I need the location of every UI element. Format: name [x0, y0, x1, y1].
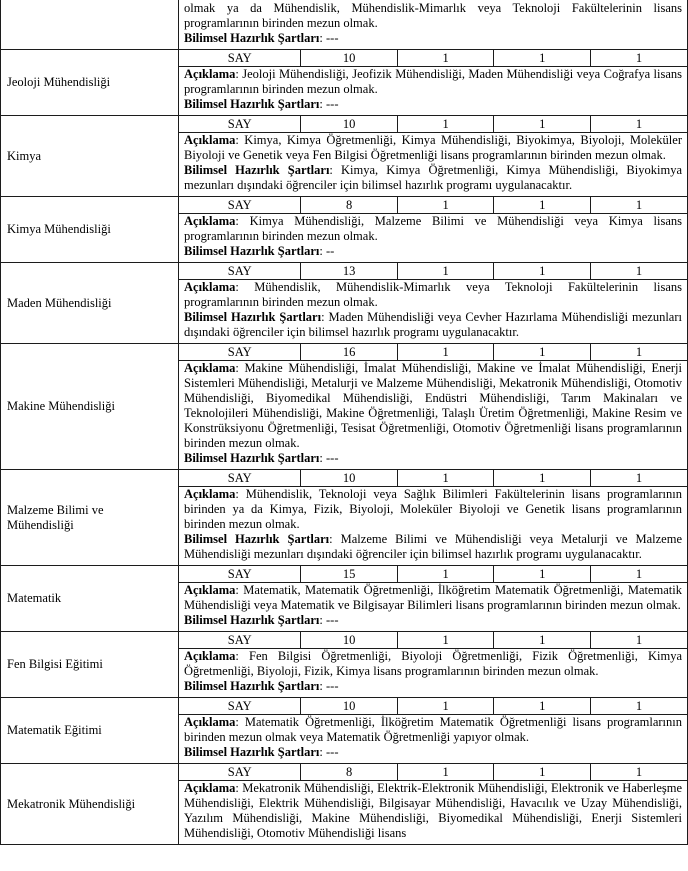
quota-value: 10	[301, 632, 398, 649]
say-label: SAY	[179, 632, 301, 649]
aciklama-paragraph	[179, 214, 687, 244]
bilimsel-paragraph	[179, 163, 687, 196]
bilimsel-text: : ---	[319, 679, 339, 693]
program-name: Mekatronik Mühendisliği	[1, 764, 179, 845]
aciklama-paragraph	[179, 583, 687, 613]
say-row	[179, 50, 687, 67]
aciklama-paragraph	[179, 67, 687, 97]
say-row	[179, 764, 687, 781]
say-row	[179, 470, 687, 487]
table-row	[1, 566, 688, 632]
say-header-table	[179, 263, 687, 280]
say-row	[179, 632, 687, 649]
table-row	[1, 632, 688, 698]
say-col-2: 1	[494, 116, 591, 133]
aciklama-label: Açıklama	[184, 214, 236, 228]
aciklama-text: : Mühendislik, Mühendislik-Mimarlık veya Teknoloji Fakültelerinin lisans programlarının birinden mezun olmak.	[184, 280, 682, 309]
bilimsel-text: : ---	[319, 613, 339, 627]
aciklama-label: Açıklama	[184, 781, 236, 795]
aciklama-label: Açıklama	[184, 67, 236, 81]
say-col-3: 1	[590, 470, 687, 487]
say-label: SAY	[179, 263, 301, 280]
say-col-2: 1	[494, 470, 591, 487]
bilimsel-paragraph	[179, 310, 687, 343]
say-header-table	[179, 116, 687, 133]
aciklama-text: : Makine Mühendisliği, İmalat Mühendisliği, Makine ve İmalat Mühendisliği, Enerji Sistemleri Mühendisliği, Metalurji ve Malzeme Mühendisliği, Mekatronik Mühendisliği, Otomotiv Mühendisliği, Biyomedikal Mühendisliği, Endüstri Mühendisliği, Tarım Makinaları ve Teknolojileri Mühendisliği, Makine Öğretmenliği, Talaşlı Üretim Öğretmenliği, Makine Resim ve Konstrüksiyonu Öğretmenliği, Tesisat Öğretmenliği, Otomotiv Öğretmenliği lisans programlarının birinden mezun olmak.	[184, 361, 682, 450]
aciklama-paragraph	[179, 133, 687, 163]
bilimsel-paragraph	[179, 244, 687, 262]
quota-value: 8	[301, 764, 398, 781]
say-row	[179, 344, 687, 361]
bilimsel-text: : Malzeme Bilimi ve Mühendisliği veya Metalurji ve Malzeme Mühendisliği mezunları dışındaki öğrenciler için bilimsel hazırlık programı uygulanacaktır.	[184, 532, 683, 561]
table-row	[1, 263, 688, 344]
aciklama-label: Açıklama	[184, 133, 236, 147]
program-name: Kimya Mühendisliği	[1, 197, 179, 263]
bilimsel-paragraph	[179, 451, 687, 469]
aciklama-paragraph	[179, 280, 687, 310]
say-col-1: 1	[397, 566, 494, 583]
say-col-1: 1	[397, 764, 494, 781]
bilimsel-paragraph	[179, 97, 687, 115]
say-row	[179, 698, 687, 715]
bilimsel-label: Bilimsel Hazırlık Şartları	[184, 163, 330, 177]
say-col-1: 1	[397, 50, 494, 67]
say-row	[179, 116, 687, 133]
aciklama-text: : Mühendislik, Teknoloji veya Sağlık Bilimleri Fakültelerinin lisans programlarının birinden ya da Kimya, Fizik, Biyoloji, Moleküler Biyoloji ve Genetik lisans programlarının birinden mezun olmak.	[184, 487, 682, 531]
quota-value: 10	[301, 698, 398, 715]
say-col-3: 1	[590, 632, 687, 649]
program-name: Matematik	[1, 566, 179, 632]
say-header-table	[179, 632, 687, 649]
bilimsel-text: : ---	[319, 97, 339, 111]
say-col-2: 1	[494, 50, 591, 67]
quota-value: 13	[301, 263, 398, 280]
bilimsel-paragraph	[179, 613, 687, 631]
bilimsel-label: Bilimsel Hazırlık Şartları	[184, 679, 320, 693]
bilimsel-label: Bilimsel Hazırlık Şartları	[184, 97, 320, 111]
aciklama-label: Açıklama	[184, 487, 236, 501]
say-label: SAY	[179, 344, 301, 361]
bilimsel-text: : --	[319, 244, 335, 258]
table-row	[1, 470, 688, 566]
bilimsel-paragraph	[179, 532, 687, 565]
say-row	[179, 566, 687, 583]
aciklama-paragraph	[179, 781, 687, 844]
bilimsel-label: Bilimsel Hazırlık Şartları	[184, 532, 330, 546]
say-col-2: 1	[494, 197, 591, 214]
say-col-1: 1	[397, 344, 494, 361]
table-row	[1, 764, 688, 845]
aciklama-label: Açıklama	[184, 715, 236, 729]
say-label: SAY	[179, 197, 301, 214]
program-name: Malzeme Bilimi ve Mühendisliği	[1, 470, 179, 566]
bilimsel-text: : Maden Mühendisliği veya Cevher Hazırlama Mühendisliği mezunları dışındaki öğrenciler için bilimsel hazırlık programı uygulanacaktır.	[184, 310, 682, 339]
say-col-3: 1	[590, 764, 687, 781]
say-label: SAY	[179, 698, 301, 715]
say-col-1: 1	[397, 698, 494, 715]
bilimsel-text: : ---	[319, 451, 339, 465]
say-header-table	[179, 344, 687, 361]
say-label: SAY	[179, 50, 301, 67]
aciklama-paragraph	[179, 715, 687, 745]
say-col-1: 1	[397, 263, 494, 280]
aciklama-text: : Matematik Öğretmenliği, İlköğretim Matematik Öğretmenliği lisans programlarının birinden mezun olmak veya Matematik Öğretmenliği yapıyor olmak.	[184, 715, 682, 744]
say-col-3: 1	[590, 197, 687, 214]
aciklama-label: Açıklama	[184, 280, 236, 294]
say-header-table	[179, 566, 687, 583]
aciklama-text: : Jeoloji Mühendisliği, Jeofizik Mühendisliği, Maden Mühendisliği veya Coğrafya lisans programlarının birinden mezun olmak.	[184, 67, 682, 96]
program-name: Maden Mühendisliği	[1, 263, 179, 344]
say-header-table	[179, 764, 687, 781]
aciklama-label: Açıklama	[184, 361, 236, 375]
program-name: Jeoloji Mühendisliği	[1, 50, 179, 116]
table-row	[1, 197, 688, 263]
say-header-table	[179, 197, 687, 214]
say-label: SAY	[179, 116, 301, 133]
bilimsel-label: Bilimsel Hazırlık Şartları	[184, 310, 322, 324]
say-col-1: 1	[397, 116, 494, 133]
aciklama-paragraph	[179, 487, 687, 532]
say-col-2: 1	[494, 263, 591, 280]
quota-value: 16	[301, 344, 398, 361]
quota-value: 15	[301, 566, 398, 583]
bilimsel-text: : ---	[319, 745, 339, 759]
bilimsel-label: Bilimsel Hazırlık Şartları	[184, 613, 320, 627]
continuation-text: olmak ya da Mühendislik, Mühendislik-Mimarlık veya Teknoloji Fakültelerinin lisans programlarının birinden mezun olmak.	[184, 1, 682, 30]
say-col-3: 1	[590, 116, 687, 133]
table-row	[1, 50, 688, 116]
aciklama-text: : Kimya, Kimya Öğretmenliği, Kimya Mühendisliği, Biyokimya, Biyoloji, Moleküler Biyoloji ve Genetik veya Fen Bilgisi Öğretmenliği lisans programlarının birinden mezun olmak.	[184, 133, 682, 162]
aciklama-paragraph	[179, 361, 687, 451]
program-name: Fen Bilgisi Eğitimi	[1, 632, 179, 698]
say-col-3: 1	[590, 566, 687, 583]
program-name: Kimya	[1, 116, 179, 197]
say-col-2: 1	[494, 698, 591, 715]
say-col-3: 1	[590, 344, 687, 361]
say-col-1: 1	[397, 197, 494, 214]
quota-value: 10	[301, 50, 398, 67]
say-col-2: 1	[494, 764, 591, 781]
say-label: SAY	[179, 566, 301, 583]
quota-value: 10	[301, 470, 398, 487]
say-col-1: 1	[397, 470, 494, 487]
table-row	[1, 116, 688, 197]
bilimsel-paragraph	[179, 31, 687, 49]
say-row	[179, 263, 687, 280]
aciklama-label: Açıklama	[184, 583, 236, 597]
aciklama-text: : Kimya Mühendisliği, Malzeme Bilimi ve Mühendisliği veya Kimya lisans programlarının birinden mezun olmak.	[184, 214, 682, 243]
say-col-2: 1	[494, 566, 591, 583]
say-col-3: 1	[590, 50, 687, 67]
aciklama-label: Açıklama	[184, 649, 236, 663]
bilimsel-text: : ---	[319, 31, 339, 45]
quota-value: 10	[301, 116, 398, 133]
program-name: Makine Mühendisliği	[1, 344, 179, 470]
say-col-3: 1	[590, 698, 687, 715]
say-row	[179, 197, 687, 214]
say-col-1: 1	[397, 632, 494, 649]
aciklama-text: : Mekatronik Mühendisliği, Elektrik-Elektronik Mühendisliği, Elektronik ve Haberleşme Mühendisliği, Elektrik Mühendisliği, Bilgisayar Mühendisliği, Havacılık ve Uzay Mühendisliği, Yazılım Mühendisliği, Makine Mühendisliği, Biyomedikal Mühendisliği, Enerji Sistemleri Mühendisliği, Otomotiv Mühendisliği lisans	[184, 781, 682, 840]
say-label: SAY	[179, 764, 301, 781]
bilimsel-label: Bilimsel Hazırlık Şartları	[184, 31, 320, 45]
bilimsel-text: : Kimya, Kimya Öğretmenliği, Kimya Mühendisliği, Biyokimya mezunları dışındaki öğrenciler için bilimsel hazırlık programı uygulanacaktır.	[184, 163, 682, 192]
quota-value: 8	[301, 197, 398, 214]
table-row	[1, 344, 688, 470]
say-col-3: 1	[590, 263, 687, 280]
aciklama-text: : Fen Bilgisi Öğretmenliği, Biyoloji Öğretmenliği, Fizik Öğretmenliği, Kimya Öğretmenliği, Biyoloji, Fizik, Kimya lisans programlarının birinden mezun olmak.	[184, 649, 682, 678]
bilimsel-paragraph	[179, 679, 687, 697]
program-name: Matematik Eğitimi	[1, 698, 179, 764]
say-header-table	[179, 470, 687, 487]
program-name	[1, 0, 179, 50]
say-col-2: 1	[494, 632, 591, 649]
table-row-partial	[1, 0, 688, 50]
say-header-table	[179, 50, 687, 67]
aciklama-paragraph	[179, 649, 687, 679]
bilimsel-paragraph	[179, 745, 687, 763]
say-label: SAY	[179, 470, 301, 487]
table-row	[1, 698, 688, 764]
bilimsel-label: Bilimsel Hazırlık Şartları	[184, 451, 320, 465]
aciklama-text: : Matematik, Matematik Öğretmenliği, İlköğretim Matematik Öğretmenliği, Matematik Mühendisliği veya Matematik ve Bilgisayar Bilimleri lisans programlarının birinden mezun olmak.	[184, 583, 682, 612]
bilimsel-label: Bilimsel Hazırlık Şartları	[184, 745, 320, 759]
bilimsel-label: Bilimsel Hazırlık Şartları	[184, 244, 320, 258]
say-col-2: 1	[494, 344, 591, 361]
say-header-table	[179, 698, 687, 715]
